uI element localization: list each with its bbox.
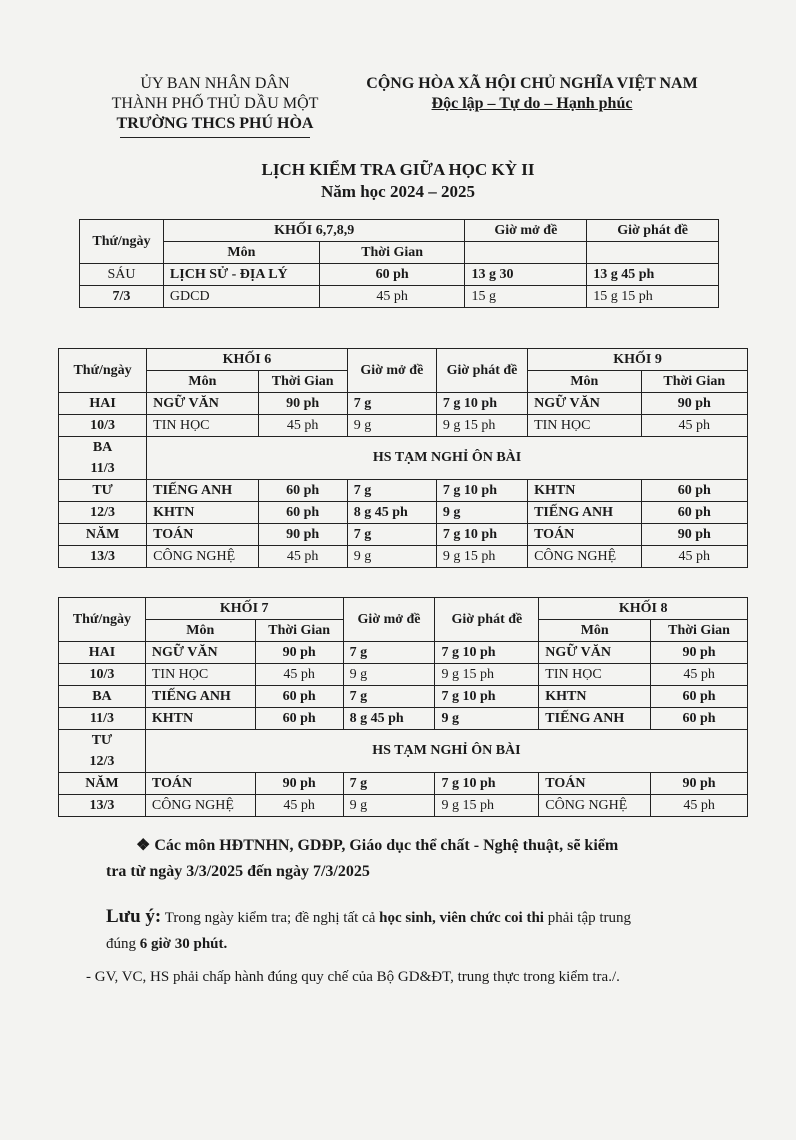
date-cell: 7/3 — [80, 286, 164, 308]
time-cell: 60 ph — [319, 264, 465, 286]
open-cell: 7 g — [343, 686, 435, 708]
issue-cell: 9 g 15 ph — [435, 795, 539, 817]
time-cell: 90 ph — [255, 642, 343, 664]
time-cell: 90 ph — [651, 773, 748, 795]
empty-cell — [465, 242, 587, 264]
table-row — [80, 264, 719, 286]
table-row — [80, 286, 719, 308]
day-cell: SÁU — [80, 264, 164, 286]
subject-cell: TIN HỌC — [528, 415, 641, 437]
time-cell: 45 ph — [319, 286, 465, 308]
col-header-grade-6: KHỐI 6 — [147, 349, 348, 371]
col-header-grade-8: KHỐI 8 — [539, 598, 748, 620]
luu-y-bold-1: học sinh, viên chức coi thi — [379, 910, 544, 926]
subject-cell: TIN HỌC — [539, 664, 651, 686]
subject-cell: TOÁN — [528, 524, 641, 546]
date-cell: 10/3 — [59, 664, 146, 686]
time-cell: 45 ph — [258, 415, 347, 437]
issue-cell: 9 g 15 ph — [436, 415, 527, 437]
table-row — [59, 686, 748, 708]
issue-cell: 7 g 10 ph — [436, 524, 527, 546]
col-header-issue: Giờ phát đề — [587, 220, 719, 242]
col-header-time: Thời Gian — [651, 620, 748, 642]
rule-note: - GV, VC, HS phải chấp hành đúng quy chế của Bộ GD&ĐT, trung thực trong kiểm tra./. — [86, 969, 620, 985]
page-title: LỊCH KIỂM TRA GIỮA HỌC KỲ II — [261, 160, 535, 179]
issue-cell: 13 g 45 ph — [587, 264, 719, 286]
date-cell: 12/3 — [59, 751, 146, 773]
col-header-subject: Môn — [147, 371, 258, 393]
col-header-subject: Môn — [528, 371, 641, 393]
time-cell: 60 ph — [258, 502, 347, 524]
col-header-open: Giờ mở đề — [347, 349, 436, 393]
issue-cell: 7 g 10 ph — [435, 642, 539, 664]
table-row — [59, 773, 748, 795]
col-header-grade-9: KHỐI 9 — [528, 349, 748, 371]
subject-cell: CÔNG NGHỆ — [539, 795, 651, 817]
day-cell: HAI — [59, 393, 147, 415]
day-cell: BA — [59, 686, 146, 708]
open-cell: 8 g 45 ph — [347, 502, 436, 524]
subject-cell: CÔNG NGHỆ — [528, 546, 641, 568]
subject-cell: NGỮ VĂN — [145, 642, 255, 664]
time-cell: 90 ph — [651, 642, 748, 664]
open-cell: 7 g — [343, 773, 435, 795]
subject-cell: TOÁN — [145, 773, 255, 795]
time-cell: 60 ph — [258, 480, 347, 502]
open-cell: 7 g — [347, 524, 436, 546]
rest-day-cell: HS TẠM NGHỈ ÔN BÀI — [147, 437, 748, 480]
time-cell: 45 ph — [258, 546, 347, 568]
subject-cell: TIẾNG ANH — [539, 708, 651, 730]
subject-cell: TIN HỌC — [147, 415, 258, 437]
col-header-group: KHỐI 6,7,8,9 — [163, 220, 465, 242]
subject-cell: NGỮ VĂN — [528, 393, 641, 415]
table-row — [59, 437, 748, 459]
other-subjects-line-1: Các môn HĐTNHN, GDĐP, Giáo dục thể chất - Nghệ thuật, sẽ kiểm — [154, 837, 619, 854]
time-cell: 60 ph — [651, 686, 748, 708]
col-header-day: Thứ/ngày — [59, 349, 147, 393]
open-cell: 9 g — [343, 795, 435, 817]
subject-cell: TIẾNG ANH — [145, 686, 255, 708]
table-row — [59, 524, 748, 546]
time-cell: 45 ph — [651, 664, 748, 686]
time-cell: 45 ph — [641, 415, 747, 437]
day-cell: TƯ — [59, 730, 146, 752]
date-cell: 13/3 — [59, 795, 146, 817]
col-header-open: Giờ mở đề — [343, 598, 435, 642]
time-cell: 60 ph — [651, 708, 748, 730]
subject-cell: NGỮ VĂN — [539, 642, 651, 664]
open-cell: 15 g — [465, 286, 587, 308]
luu-y-bold-2: 6 giờ 30 phút. — [139, 936, 228, 952]
schedule-table-grade-7-8 — [58, 597, 748, 817]
issuer-line-2: THÀNH PHỐ THỦ DẦU MỘT — [111, 95, 319, 112]
table-row — [59, 480, 748, 502]
col-header-subject: Môn — [145, 620, 255, 642]
republic-name: CỘNG HÒA XÃ HỘI CHỦ NGHĨA VIỆT NAM — [366, 75, 698, 92]
subject-cell: LỊCH SỬ - ĐỊA LÝ — [163, 264, 319, 286]
issue-cell: 15 g 15 ph — [587, 286, 719, 308]
subject-cell: TIN HỌC — [145, 664, 255, 686]
open-cell: 9 g — [343, 664, 435, 686]
date-cell: 11/3 — [59, 708, 146, 730]
time-cell: 90 ph — [255, 773, 343, 795]
col-header-subject: Môn — [539, 620, 651, 642]
table-row — [59, 664, 748, 686]
issue-cell: 9 g 15 ph — [436, 546, 527, 568]
date-cell: 10/3 — [59, 415, 147, 437]
open-cell: 13 g 30 — [465, 264, 587, 286]
day-cell: HAI — [59, 642, 146, 664]
issuer-block — [60, 74, 370, 134]
col-header-time: Thời Gian — [319, 242, 465, 264]
rest-day-cell: HS TẠM NGHỈ ÔN BÀI — [145, 730, 747, 773]
issuer-line-1: ỦY BAN NHÂN DÂN — [140, 75, 290, 92]
luu-y-text-3: đúng — [106, 936, 136, 952]
time-cell: 45 ph — [255, 664, 343, 686]
subject-cell: KHTN — [147, 502, 258, 524]
col-header-issue: Giờ phát đề — [436, 349, 527, 393]
col-header-issue: Giờ phát đề — [435, 598, 539, 642]
luu-y-text-2: phải tập trung — [547, 910, 632, 926]
school-name: TRƯỜNG THCS PHÚ HÒA — [116, 115, 314, 132]
issue-cell: 7 g 10 ph — [436, 480, 527, 502]
time-cell: 60 ph — [641, 502, 747, 524]
issue-cell: 7 g 10 ph — [435, 773, 539, 795]
subject-cell: TOÁN — [147, 524, 258, 546]
table-row — [59, 795, 748, 817]
time-cell: 60 ph — [641, 480, 747, 502]
time-cell: 45 ph — [651, 795, 748, 817]
table-row — [59, 546, 748, 568]
table-row — [59, 502, 748, 524]
time-cell: 60 ph — [255, 708, 343, 730]
col-header-time: Thời Gian — [258, 371, 347, 393]
luu-y-label: Lưu ý: — [106, 906, 162, 927]
other-subjects-note — [106, 833, 756, 885]
table-row — [59, 415, 748, 437]
col-header-day: Thứ/ngày — [80, 220, 164, 264]
luu-y-note — [106, 904, 756, 957]
col-header-open: Giờ mở đề — [465, 220, 587, 242]
subject-cell: GDCD — [163, 286, 319, 308]
time-cell: 45 ph — [255, 795, 343, 817]
subject-cell: KHTN — [539, 686, 651, 708]
luu-y-text-1: Trong ngày kiểm tra; đề nghị tất cả — [164, 910, 376, 926]
col-header-time: Thời Gian — [255, 620, 343, 642]
open-cell: 9 g — [347, 546, 436, 568]
day-cell: NĂM — [59, 524, 147, 546]
issue-cell: 7 g 10 ph — [436, 393, 527, 415]
open-cell: 7 g — [347, 393, 436, 415]
national-motto-block — [352, 74, 712, 114]
table-row — [59, 708, 748, 730]
time-cell: 90 ph — [258, 393, 347, 415]
subject-cell: TIẾNG ANH — [528, 502, 641, 524]
school-year: Năm học 2024 – 2025 — [321, 182, 475, 201]
subject-cell: KHTN — [145, 708, 255, 730]
day-cell: TƯ — [59, 480, 147, 502]
col-header-grade-7: KHỐI 7 — [145, 598, 343, 620]
issue-cell: 9 g — [435, 708, 539, 730]
schedule-table-all-grades — [79, 219, 719, 308]
open-cell: 8 g 45 ph — [343, 708, 435, 730]
day-cell: NĂM — [59, 773, 146, 795]
time-cell: 90 ph — [641, 393, 747, 415]
subject-cell: KHTN — [528, 480, 641, 502]
motto: Độc lập – Tự do – Hạnh phúc — [431, 95, 633, 112]
date-cell: 12/3 — [59, 502, 147, 524]
issue-cell: 7 g 10 ph — [435, 686, 539, 708]
table-row — [59, 730, 748, 752]
col-header-day: Thứ/ngày — [59, 598, 146, 642]
time-cell: 45 ph — [641, 546, 747, 568]
subject-cell: NGỮ VĂN — [147, 393, 258, 415]
issuer-underline — [120, 137, 310, 138]
day-cell: BA — [59, 437, 147, 459]
subject-cell: CÔNG NGHỆ — [147, 546, 258, 568]
subject-cell: TIẾNG ANH — [147, 480, 258, 502]
other-subjects-line-2: tra từ ngày 3/3/2025 đến ngày 7/3/2025 — [106, 863, 370, 880]
issue-cell: 9 g — [436, 502, 527, 524]
time-cell: 60 ph — [255, 686, 343, 708]
date-cell: 13/3 — [59, 546, 147, 568]
time-cell: 90 ph — [258, 524, 347, 546]
table-row — [59, 642, 748, 664]
time-cell: 90 ph — [641, 524, 747, 546]
date-cell: 11/3 — [59, 458, 147, 480]
open-cell: 7 g — [347, 480, 436, 502]
col-header-subject: Môn — [163, 242, 319, 264]
diamond-bullet-icon: ❖ — [136, 837, 151, 854]
issue-cell: 9 g 15 ph — [435, 664, 539, 686]
col-header-time: Thời Gian — [641, 371, 747, 393]
open-cell: 9 g — [347, 415, 436, 437]
table-row — [59, 393, 748, 415]
subject-cell: TOÁN — [539, 773, 651, 795]
empty-cell — [587, 242, 719, 264]
open-cell: 7 g — [343, 642, 435, 664]
subject-cell: CÔNG NGHỆ — [145, 795, 255, 817]
schedule-table-grade-6-9 — [58, 348, 748, 568]
